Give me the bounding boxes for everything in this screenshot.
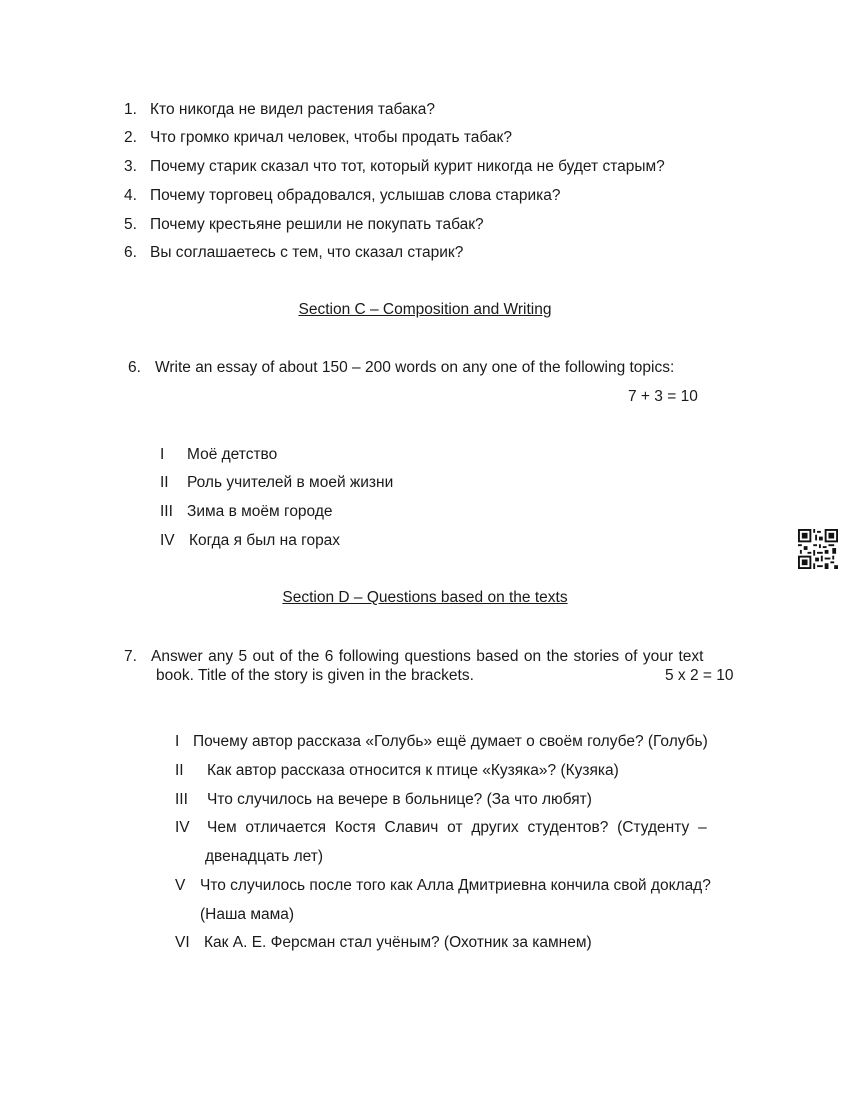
topic-text: Зима в моём городе xyxy=(187,503,333,520)
question-text: Что громко кричал человек, чтобы продать табак? xyxy=(150,129,512,146)
section-d-title: Section D – Questions based on the texts xyxy=(282,589,568,606)
item-number: IV xyxy=(175,819,190,836)
question-7 xyxy=(124,647,704,667)
question-text-line1: Answer any 5 out of the 6 following questions based on the stories of your text xyxy=(151,648,704,665)
question-text: Кто никогда не видел растения табака? xyxy=(150,101,435,118)
question-number: 7. xyxy=(124,648,137,665)
question-text: Почему крестьяне решили не покупать табак? xyxy=(150,216,484,233)
list-item xyxy=(124,215,484,235)
marks-label: 5 x 2 = 10 xyxy=(665,667,734,684)
item-number: I xyxy=(175,733,180,750)
question-number: 5. xyxy=(124,216,137,233)
list-item xyxy=(175,790,592,810)
list-item xyxy=(124,243,464,263)
list-item xyxy=(175,933,592,953)
question-number: 6. xyxy=(128,359,141,376)
topic-text: Роль учителей в моей жизни xyxy=(187,474,394,491)
item-text-continued: двенадцать лет) xyxy=(205,848,323,865)
list-item xyxy=(124,186,561,206)
section-d-heading xyxy=(0,589,850,607)
list-item xyxy=(160,445,278,465)
question-text: Вы соглашаетесь с тем, что сказал старик? xyxy=(150,244,464,261)
item-text-continued: (Наша мама) xyxy=(200,906,295,923)
topic-text: Моё детство xyxy=(187,446,278,463)
section-c-title: Section C – Composition and Writing xyxy=(298,301,552,318)
question-text: Почему старик сказал что тот, который курит никогда не будет старым? xyxy=(150,158,665,175)
topic-number: II xyxy=(160,474,169,491)
question-number: 6. xyxy=(124,244,137,261)
item-number: VI xyxy=(175,934,190,951)
list-item xyxy=(124,157,665,177)
item-text: Как А. Е. Ферсман стал учёным? (Охотник за камнем) xyxy=(204,934,592,951)
question-text: Write an essay of about 150 – 200 words on any one of the following topics: xyxy=(155,359,675,376)
topic-text: Когда я был на горах xyxy=(189,532,341,549)
question-number: 4. xyxy=(124,187,137,204)
topic-number: I xyxy=(160,446,165,463)
list-item xyxy=(124,100,435,120)
question-number: 2. xyxy=(124,129,137,146)
question-text: Почему торговец обрадовался, услышав слова старика? xyxy=(150,187,561,204)
question-number: 3. xyxy=(124,158,137,175)
item-number: II xyxy=(175,762,184,779)
question-text-line2: book. Title of the story is given in the brackets. xyxy=(156,667,474,684)
question-6 xyxy=(128,358,675,378)
list-item xyxy=(175,732,708,752)
qr-code-icon xyxy=(798,529,838,569)
marks-label: 7 + 3 = 10 xyxy=(628,388,698,405)
item-text: Почему автор рассказа «Голубь» ещё думает о своём голубе? (Голубь) xyxy=(193,733,708,750)
list-item xyxy=(175,761,619,781)
list-item xyxy=(160,502,333,522)
list-item xyxy=(175,876,711,896)
topic-number: IV xyxy=(160,532,175,549)
topic-number: III xyxy=(160,503,173,520)
list-item xyxy=(175,818,707,838)
item-text: Что случилось на вечере в больнице? (За что любят) xyxy=(207,791,592,808)
item-number: V xyxy=(175,877,186,894)
list-item xyxy=(160,531,341,551)
list-item xyxy=(160,473,394,493)
section-c-heading xyxy=(0,301,850,319)
question-number: 1. xyxy=(124,101,137,118)
item-text: Что случилось после того как Алла Дмитриевна кончила свой доклад? xyxy=(200,877,711,894)
item-number: III xyxy=(175,791,188,808)
list-item xyxy=(124,128,512,148)
item-text: Чем отличается Костя Славич от других студентов? (Студенту – xyxy=(207,819,707,836)
item-text: Как автор рассказа относится к птице «Кузяка»? (Кузяка) xyxy=(207,762,619,779)
